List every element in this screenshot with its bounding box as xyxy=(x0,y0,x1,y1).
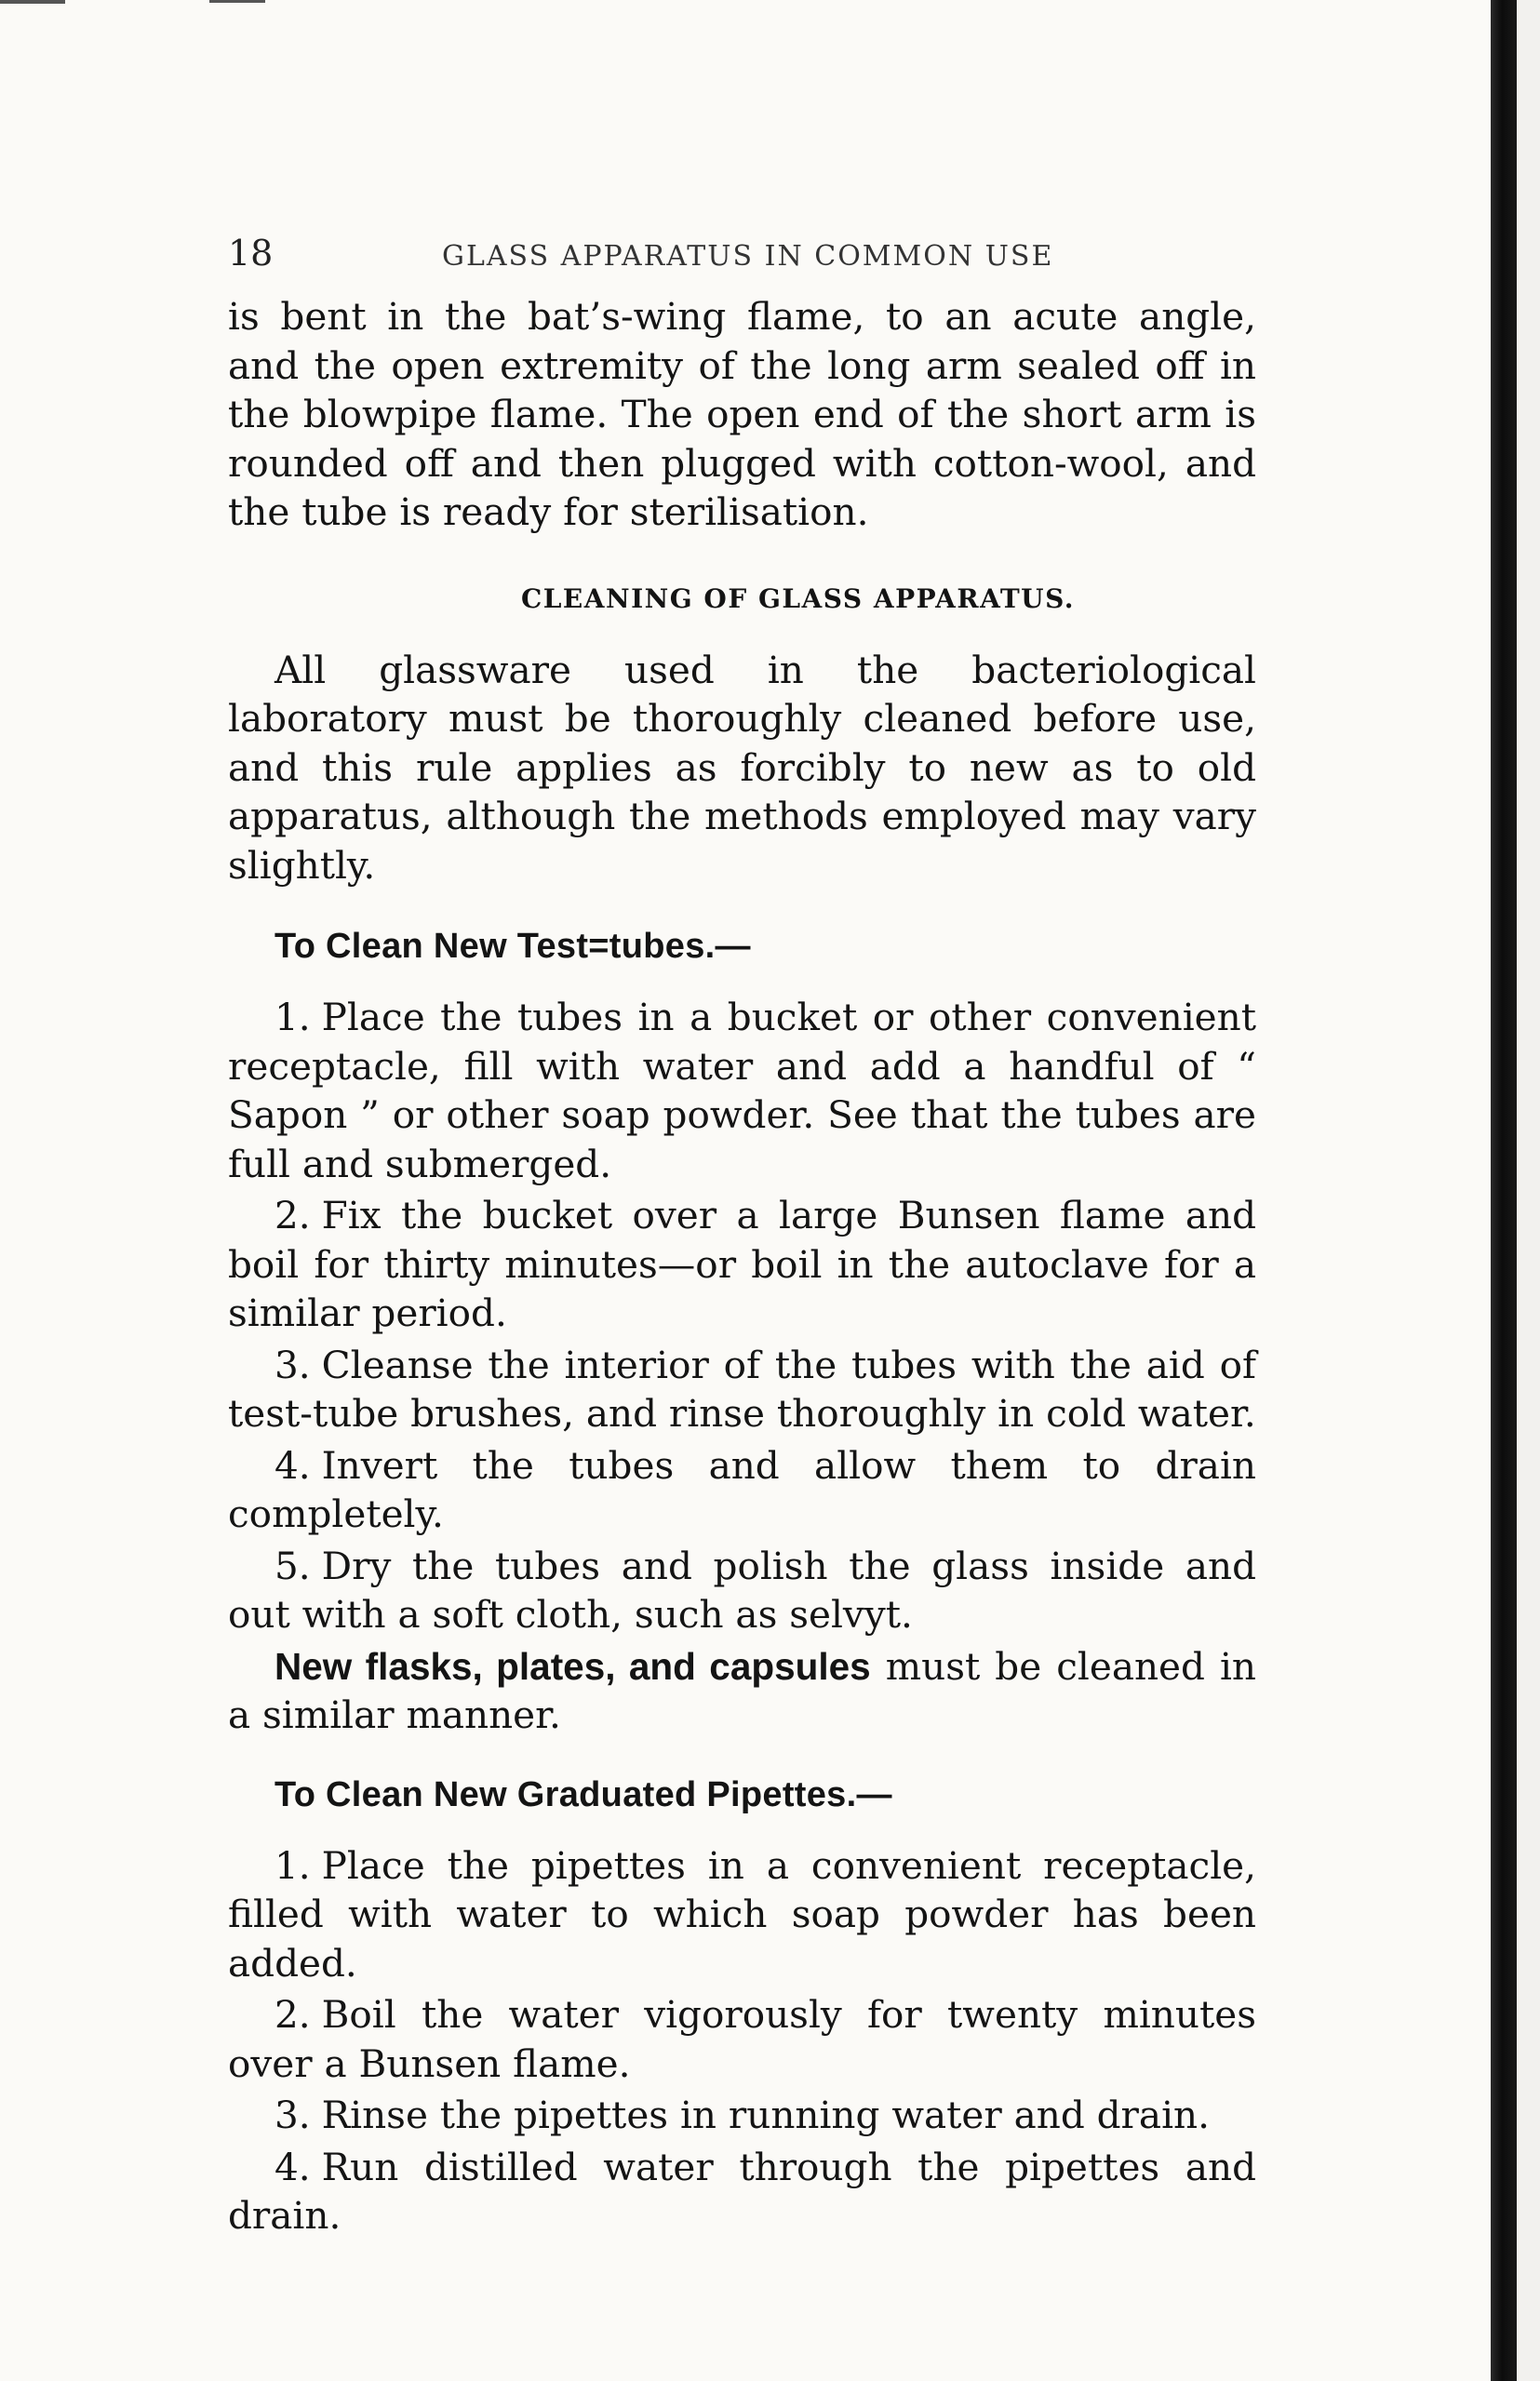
intro-paragraph: is bent in the bat’s-wing flame, to an acute angle, and the open extremity of the long arm sealed off in the blowpipe flame. The open end of the short arm is rounded off and then plugged with cotton-wool, and the tube is ready for sterilisation. xyxy=(228,294,1256,534)
list-item: 2. Fix the bucket over a large Bunsen flame and boil for thirty minutes—or boil in the autoclave for a similar period. xyxy=(228,1193,1256,1335)
test-tubes-steps xyxy=(228,993,1256,1740)
pipettes-steps xyxy=(228,1841,1256,2241)
test-tubes-heading: To Clean New Test=tubes.— xyxy=(275,927,751,966)
binding-edge xyxy=(1491,0,1519,2381)
pipettes-heading: To Clean New Graduated Pipettes.— xyxy=(275,1774,892,1814)
running-head xyxy=(228,233,1256,292)
list-item: 4. Invert the tubes and allow them to drain completely. xyxy=(228,1442,1256,1536)
list-item: 5. Dry the tubes and polish the glass inside and out with a soft cloth, such as selvyt. xyxy=(228,1543,1256,1637)
list-item: 1. Place the tubes in a bucket or other convenient receptacle, fill with water and add a handful of “ Sapon ” or other soap powder. See that the tubes are full and submerged. xyxy=(228,995,1256,1186)
list-item: 1. Place the pipettes in a convenient receptacle, filled with water to which soap powder has been added. xyxy=(228,1842,1256,1986)
section-paragraph: All glassware used in the bacteriological laboratory must be thoroughly cleaned before use, and this rule applies as forcibly to new as to old apparatus, although the methods employed may vary slightly. xyxy=(228,647,1256,888)
page-margin-right xyxy=(1517,0,1540,2381)
scan-mark-left xyxy=(0,0,65,4)
note-paragraph: New flasks, plates, and capsules must be cleaned in a similar manner. xyxy=(228,1643,1257,1737)
scan-mark-center xyxy=(209,0,265,3)
page-content xyxy=(228,233,1256,2243)
section-heading: CLEANING OF GLASS APPARATUS. xyxy=(520,582,1076,614)
list-item: 3. Rinse the pipettes in running water and drain. xyxy=(275,2093,1210,2137)
list-item: 3. Cleanse the interior of the tubes with the aid of test-tube brushes, and rinse thoroughly in cold water. xyxy=(228,1342,1256,1436)
list-item: 2. Boil the water vigorously for twenty minutes over a Bunsen flame. xyxy=(228,1992,1256,2086)
page-number: 18 xyxy=(228,233,274,274)
running-title: GLASS APPARATUS IN COMMON USE xyxy=(442,240,1054,273)
note-bold-lead: New flasks, plates, and capsules xyxy=(275,1644,871,1688)
list-item: 4. Run distilled water through the pipettes and drain. xyxy=(228,2144,1256,2238)
